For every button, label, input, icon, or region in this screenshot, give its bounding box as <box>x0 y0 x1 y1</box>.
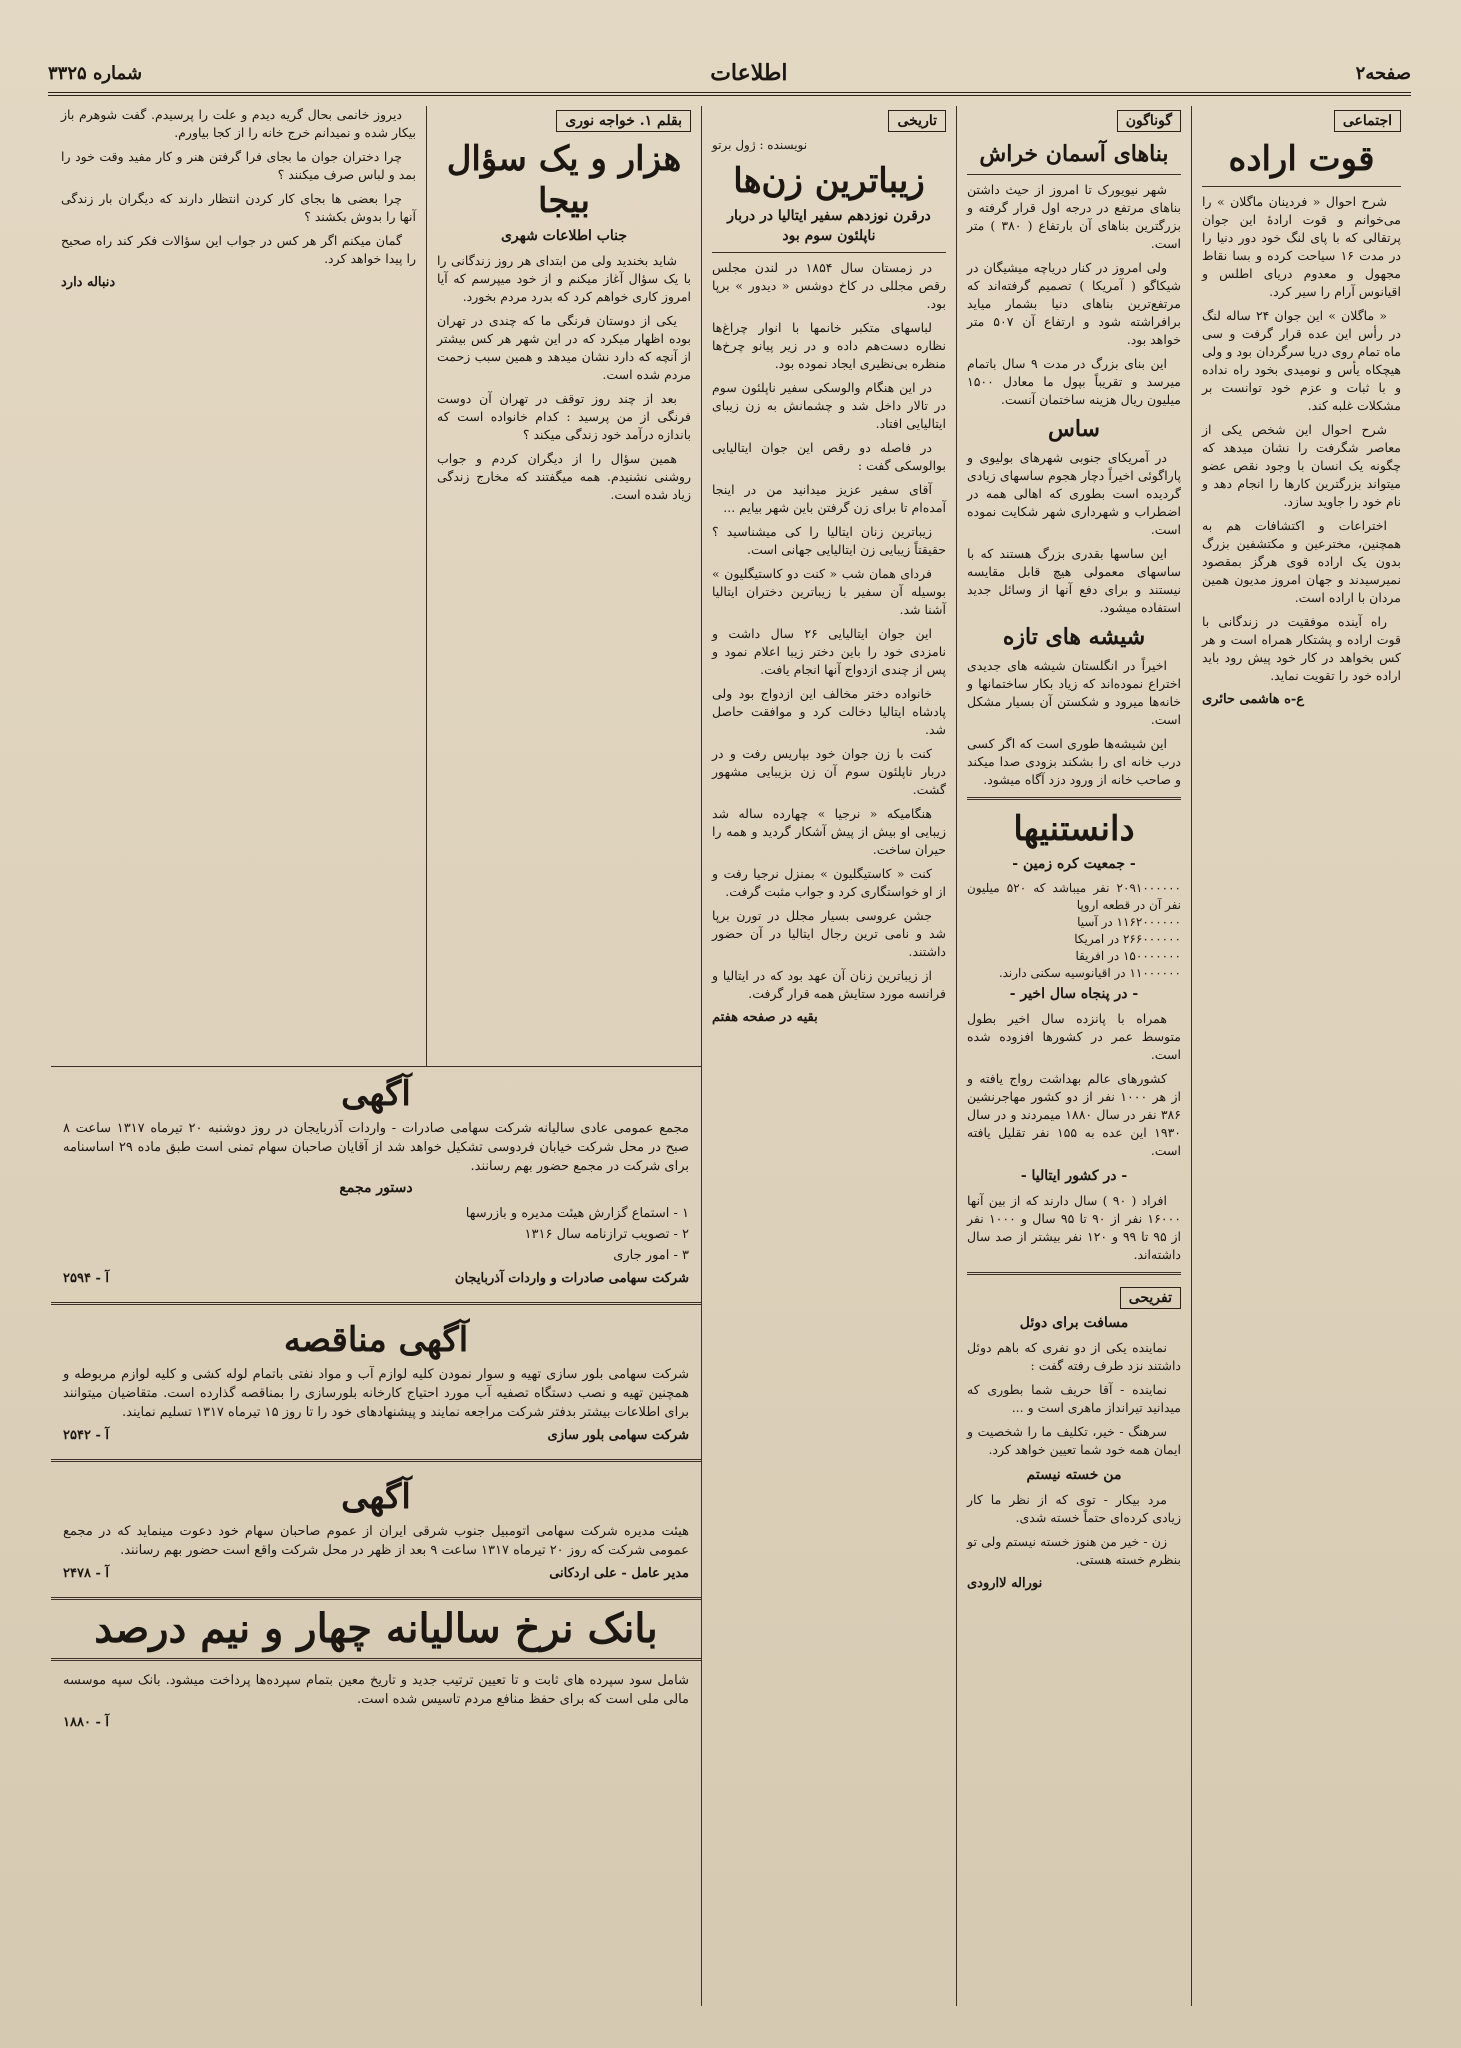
ad-body: شامل سود سپرده های ثابت و تا تعیین ترتیب جدید و تاریخ معین بتمام سپرده‌ها پرداخت میشود. بانک سپه موسسه مالی ملی است که برای حفظ منافع مردم تاسیس شده است. <box>63 1673 689 1707</box>
article-title: زیباترین زن‌ها <box>733 161 925 201</box>
article-paragraph: این ساسها بقدری بزرگ هستند که با ساسهای معمولی هیچ قابل مقایسه نیستند و برای دفع آنها از وسائل جدید استفاده میشود. <box>967 546 1181 615</box>
bank-banner-body <box>51 1665 701 1738</box>
ad-code: آ - ۱۸۸۰ <box>63 1715 109 1730</box>
article-paragraph: لباسهای متکبر خانمها با انوار چراغ‌ها نظاره دست‌هم داده و در زیر پیانو چرخ‌ها منظره بی‌نظیری ایجاد نموده بود. <box>712 320 946 371</box>
article-paragraph: مرد بیکار - توی که از نظر ما کار زیادی کرده‌ای حتماً خسته شدی. <box>967 1492 1181 1525</box>
stat-line: ۱۵۰۰۰۰۰۰۰ در افریقا <box>1075 949 1181 963</box>
ad-advertiser: شرکت سهامی بلور سازی <box>547 1428 689 1443</box>
article-paragraph: اخیراً در انگلستان شیشه های جدیدی اختراع نموده‌اند که زیاد بکار ساختمانها و خانه‌ها میرود و شکستن آن بسیار مشکل است. <box>967 658 1181 727</box>
article-paragraph: در آمریکای جنوبی شهرهای بولیوی و پاراگوئی اخیراً دچار هجوم ساسهای زیادی گردیده است بطوری که اهالی همه در اضطراب و شهرداری شهر شکایت نموده است. <box>967 450 1181 537</box>
article-paragraph: شاید بخندید ولی من ابتدای هر روز زندگانی را با یک سؤال آغاز میکنم و از خود میپرسم که آیا امروز کاری خواهم کرد که بدرد مردم بخورد. <box>437 253 691 304</box>
article-paragraph: شرح احوال « فردینان ماگلان » را می‌خوانم و قوت ارادهٔ این جوان پرتقالی که با پای لنگ خود دور دنیا را در مدت ۱۶ سیاحت کرده و بسا نقاط مجهول و معدوم دریای اطلس و اقیانوس آرام را سیر کرد. <box>1202 194 1401 299</box>
ad-footer <box>63 1269 689 1288</box>
article-paragraph: از زیباترین زنان آن عهد بود که در ایتالیا و فرانسه مورد ستایش همه قرار گرفت. <box>712 968 946 1001</box>
article-deck: درقرن نوزدهم سفیر ایتالیا در دربار ناپلئون سوم بود <box>727 208 931 244</box>
article-paragraph: در این هنگام والوسکی سفیر ناپلئون سوم در تالار داخل شد و چشمانش به زن زیبای ایتالیایی افتاد. <box>712 380 946 431</box>
newspaper-name: اطلاعات <box>710 60 788 86</box>
section-tag: تاریخی <box>888 110 946 132</box>
article-paragraph: کنت « کاستیگلیون » بمنزل نرجیا رفت و از او خواستگاری کرد و جواب مثبت گرفت. <box>712 866 946 899</box>
ad-title: آگهی مناقصه <box>283 1320 469 1360</box>
divider <box>967 174 1181 175</box>
article-paragraph: در زمستان سال ۱۸۵۴ در لندن مجلس رقص مجللی در کاخ دوشس « دیدور » برپا بود. <box>712 260 946 311</box>
masthead <box>48 60 1411 96</box>
article-paragraph: ولی امروز در کنار دریاچه میشیگان در شیکاگو ( آمریکا ) تصمیم گرفته‌اند که مرتفع‌ترین بناهای دنیا بشمار میاید برافراشته شود و ارتفاع آن ۵۰۷ متر خواهد بود. <box>967 260 1181 347</box>
article-paragraph: شهر نیویورک تا امروز از حیث داشتن بناهای مرتفع در درجه اول قرار گرفته و بزرگترین بناهای آن بارتفاع ( ۳۸۰ ) متر است. <box>967 182 1181 251</box>
article-paragraph: در فاصله دو رقص این جوان ایتالیایی بوالوسکی گفت : <box>712 440 946 473</box>
shahri-right-column <box>426 106 701 1066</box>
subheading: - جمعیت کره زمین - <box>1012 856 1136 872</box>
article-title: قوت اراده <box>1228 139 1375 179</box>
continuation-note: دنباله دارد <box>61 275 116 290</box>
stat-line: ۲۰۹۱۰۰۰۰۰۰ نفر میباشد که ۵۲۰ میلیون نفر آن در قطعه اروپا <box>967 881 1181 912</box>
ad-code: آ - ۲۵۴۲ <box>63 1428 109 1443</box>
article-paragraph: این جوان ایتالیایی ۲۶ سال داشت و نامزدی خود را باین دختر زیبا اعلام نمود و پس از چندی ازدواج آنها انجام یافت. <box>712 626 946 677</box>
article-paragraph: سرهنگ - خیر، تکلیف ما را شخصیت و ایمان همه خود شما تعیین خواهد کرد. <box>967 1424 1181 1457</box>
issue-number: شماره ۳۳۲۵ <box>48 62 143 84</box>
subheading: شیشه های تازه <box>1002 624 1146 650</box>
article-signature: ع-ه هاشمی حائری <box>1202 692 1305 707</box>
article-paragraph: آقای سفیر عزیز میدانید من در اینجا آمده‌ام تا برای زن گرفتن باین شهر بیایم ... <box>712 482 946 515</box>
ad-body: شرکت سهامی بلور سازی تهیه و سوار نمودن کلیه لوازم آب و مواد نفتی باتمام لوله کشی و کلیه لوازم مربوطه و همچنین تهیه و نصب دستگاه تصفیه آب مورد احتیاج کارخانه بلورسازی را بمناقصه گذارده است. متقاضیان میتوانند برای اطلاعات بیشتر بدفتر شرکت مراجعه نمایند و پیشنهادهای خود را تا روز ۱۵ تیرماه ۱۳۱۷ تسلیم نمایند. <box>63 1367 689 1420</box>
article-paragraph: اختراعات و اکتشافات هم به همچنین، مخترعین و مکتشفین بزرگ بدون یک اراده قوی هرگز بمقصود نمیرسیدند و جهان امروز مدیون همین مردان با اراده است. <box>1202 518 1401 605</box>
stat-line: ۱۱۰۰۰۰۰۰ در اقیانوسیه سکنی دارند. <box>998 966 1181 980</box>
article-paragraph: چرا بعضی ها بجای کار کردن انتظار دارند که دیگران بار زندگی آنها را بدوش بکشند ؟ <box>61 191 416 224</box>
article-paragraph: نماینده - آقا حریف شما بطوری که میدانید تیرانداز ماهری است و ... <box>967 1382 1181 1415</box>
stat-line: ۱۱۶۲۰۰۰۰۰۰ در آسیا <box>1077 915 1181 929</box>
article-paragraph: این شیشه‌ها طوری است که اگر کسی درب خانه ای را بشکند بزودی صدا میکند و صاحب خانه از ورود دزد آگاه میشود. <box>967 736 1181 787</box>
ad-code: آ - ۲۵۹۴ <box>63 1271 109 1286</box>
article-paragraph: همین سؤال را از دیگران کردم و جواب روشنی نشنیدم. همه میگفتند که مخارج زندگی زیاد شده است. <box>437 451 691 502</box>
section-tag: تفریحی <box>1120 1287 1181 1309</box>
article-paragraph: راه آینده موفقیت در زندگانی با قوت اراده و پشتکار همراه است و هر کس بخواهد در کار خود پیش رود باید اراده خود را تقویت نماید. <box>1202 614 1401 683</box>
advertisement-2 <box>51 1313 701 1451</box>
divider <box>712 252 946 253</box>
article-author: نویسنده : ژول برتو <box>712 138 808 152</box>
ad-title: آگهی <box>341 1477 411 1517</box>
column-gunagun <box>956 106 1191 2006</box>
article-paragraph: نماینده یکی از دو نفری که باهم دوئل داشتند نزد طرف رفته گفت : <box>967 1340 1181 1373</box>
article-paragraph: گمان میکنم اگر هر کس در جواب این سؤالات فکر کند راه صحیح را پیدا خواهد کرد. <box>61 233 416 266</box>
page-number: صفحه۲ <box>1355 62 1411 84</box>
article-paragraph: همراه با پانزده سال اخیر بطول متوسط عمر در کشورها افزوده شده است. <box>967 1011 1181 1062</box>
subheading: ساس <box>1048 416 1100 442</box>
ad-footer <box>63 1426 689 1445</box>
column-ejtemai <box>1191 106 1411 2006</box>
article-signature: نوراله لاارودی <box>967 1576 1043 1591</box>
article-shahri <box>51 106 701 1067</box>
stat-line: ۲۶۶۰۰۰۰۰۰ در امریکا <box>1074 932 1181 946</box>
divider <box>967 1272 1181 1275</box>
article-paragraph: هنگامیکه « نرجیا » چهارده ساله شد زیبایی او بیش از پیش آشکار گردید و همه را حیران ساخت. <box>712 806 946 857</box>
divider <box>1202 186 1401 187</box>
article-paragraph: کشورهای عالم بهداشت رواج یافته و از هر ۱۰۰۰ نفر از دو کشور مهاجرنشین ۳۸۶ نفر در سال ۱۸۸۰ میمردند و در سال ۱۹۳۰ این عده به ۱۵۵ نفر تقلیل یافته است. <box>967 1071 1181 1158</box>
article-paragraph: شرح احوال این شخص یکی از معاصر شگرفت را نشان میدهد که چگونه یک انسان با وجود نقص عضو میتواند بزرگترین کارها را انجام دهد و نام خود را جاوید سازد. <box>1202 422 1401 509</box>
columns <box>48 106 1411 2006</box>
agenda-item: ۲ - تصویب ترازنامه سال ۱۳۱۶ <box>524 1227 689 1242</box>
article-paragraph: بعد از چند روز توقف در تهران آن دوست فرنگی از من پرسید : کدام خانواده است که باندازه درآمد خود زندگی میکند ؟ <box>437 391 691 442</box>
advertisement-1 <box>51 1067 701 1294</box>
ad-body: هیئت مدیره شرکت سهامی اتومبیل جنوب شرقی ایران از عموم صاحبان سهام خود دعوت مینماید که در مجمع عمومی شرکت که روز ۲۰ تیرماه ۱۳۱۷ ساعت ۹ بعد از ظهر در محل شرکت واقع است حضور بهم رسانند. <box>63 1524 689 1558</box>
ad-advertiser: مدیر عامل - علی اردکانی <box>549 1566 689 1581</box>
section-tag: اجتماعی <box>1334 110 1401 132</box>
article-paragraph: زیباترین زنان ایتالیا را کی میشناسید ؟ حقیقتاً زیبایی زن ایتالیایی جهانی است. <box>712 524 946 557</box>
ad-agenda-title: دستور مجمع <box>339 1180 413 1196</box>
article-paragraph: جشن عروسی بسیار مجلل در تورن برپا شد و نامی ترین رجال ایتالیا در آن حضور داشتند. <box>712 908 946 959</box>
agenda-item: ۳ - امور جاری <box>613 1248 689 1263</box>
article-paragraph: « ماگلان » این جوان ۲۴ ساله لنگ در رأس این عده قرار گرفت و سی ماه تمام روی دریا سرگردان بود و ولی هیچکاه یأس و نومیدی بخود راه نداده و با ثبات و عزم خود توانست بر مشکلات غلبه کند. <box>1202 308 1401 413</box>
ad-title: آگهی <box>341 1074 411 1114</box>
ad-agenda <box>63 1204 689 1265</box>
ad-footer <box>63 1713 689 1732</box>
divider <box>967 797 1181 800</box>
subheading: - در کشور ایتالیا - <box>1020 1168 1128 1184</box>
subheading: - در پنجاه سال اخیر - <box>1009 986 1139 1002</box>
divider <box>51 1302 701 1305</box>
article-deck: جناب اطلاعات شهری <box>500 228 628 244</box>
article-paragraph: کنت با زن جوان خود بپاریس رفت و در دربار ناپلئون سوم آن زن بزیبایی مشهور گشت. <box>712 746 946 797</box>
divider <box>51 1459 701 1462</box>
continuation-note: بقیه در صفحه هفتم <box>712 1010 818 1025</box>
ad-advertiser: شرکت سهامی صادرات و واردات آذربایجان <box>454 1271 689 1286</box>
ad-code: آ - ۲۴۷۸ <box>63 1566 109 1581</box>
article-paragraph: افراد ( ۹۰ ) سال دارند که از بین آنها ۱۶۰۰۰ نفر از ۹۰ تا ۹۵ سال و ۱۰۰۰ نفر از ۹۵ تا ۹۹ و ۱۲۰ نفر بیشتر از صد سال داشته‌اند. <box>967 1193 1182 1262</box>
subheading: من خسته نیستم <box>1026 1467 1122 1483</box>
agenda-item: ۱ - استماع گزارش هیئت مدیره و بازرسها <box>465 1206 689 1221</box>
article-title: بناهای آسمان خراش <box>979 141 1169 167</box>
article-paragraph: دیروز خانمی بحال گریه دیدم و علت را پرسیدم. گفت شوهرم باز بیکار شده و نمیدانم خرج خانه را از کجا بیاورم. <box>61 107 416 140</box>
article-paragraph: چرا دختران جوان ما بجای فرا گرفتن هنر و کار مفید وقت خود را بمد و لباس صرف میکنند ؟ <box>61 149 416 182</box>
article-paragraph: زن - خیر من هنوز خسته نیستم ولی تو بنظرم خسته هستی. <box>967 1534 1181 1567</box>
article-paragraph: یکی از دوستان فرنگی ما که چندی در تهران بوده اظهار میکرد که در این شهر هر کس بیشتر از آنچه که دارد نشان میدهد و همین سبب زحمت مردم شده است. <box>437 313 691 382</box>
column-tarikhi <box>701 106 956 2006</box>
section-tag: گوناگون <box>1117 110 1181 132</box>
bank-banner: بانک نرخ سالیانه چهار و نیم درصد <box>51 1597 701 1661</box>
ad-footer <box>63 1564 689 1583</box>
subheading: مسافت برای دوئل <box>1019 1315 1129 1331</box>
section-tag: بقلم ۱. خواجه نوری <box>556 110 691 132</box>
ad-body: مجمع عمومی عادی سالیانه شرکت سهامی صادرات - واردات آذربایجان در روز دوشنبه ۲۰ تیرماه ۱۳۱۷ ساعت ۸ صبح در محل شرکت خیابان فردوسی تشکیل خواهد شد از آقایان صاحبان سهام تمنی است طبق ماده ۲۹ اساسنامه برای شرکت در مجمع حضور بهم رسانند. <box>63 1121 690 1174</box>
shahri-left-column <box>51 106 426 1066</box>
advertisement-3 <box>51 1470 701 1589</box>
article-paragraph: این بنای بزرگ در مدت ۹ سال باتمام میرسد و تقریباً بپول ما معادل ۱۵۰۰ میلیون ریال هزینه ساختمان آنست. <box>967 356 1181 407</box>
column-left-wide <box>51 106 701 2006</box>
article-paragraph: فردای همان شب « کنت دو کاستیگلیون » بوسیله آن سفیر با زیباترین دختران ایتالیا آشنا شد. <box>712 566 946 617</box>
article-paragraph: خانواده دختر مخالف این ازدواج بود ولی پادشاه ایتالیا دخالت کرد و موافقت حاصل شد. <box>712 686 946 737</box>
article-title: هزار و یک سؤال بیجا <box>446 139 682 221</box>
subheading: دانستنیها <box>1013 809 1135 849</box>
